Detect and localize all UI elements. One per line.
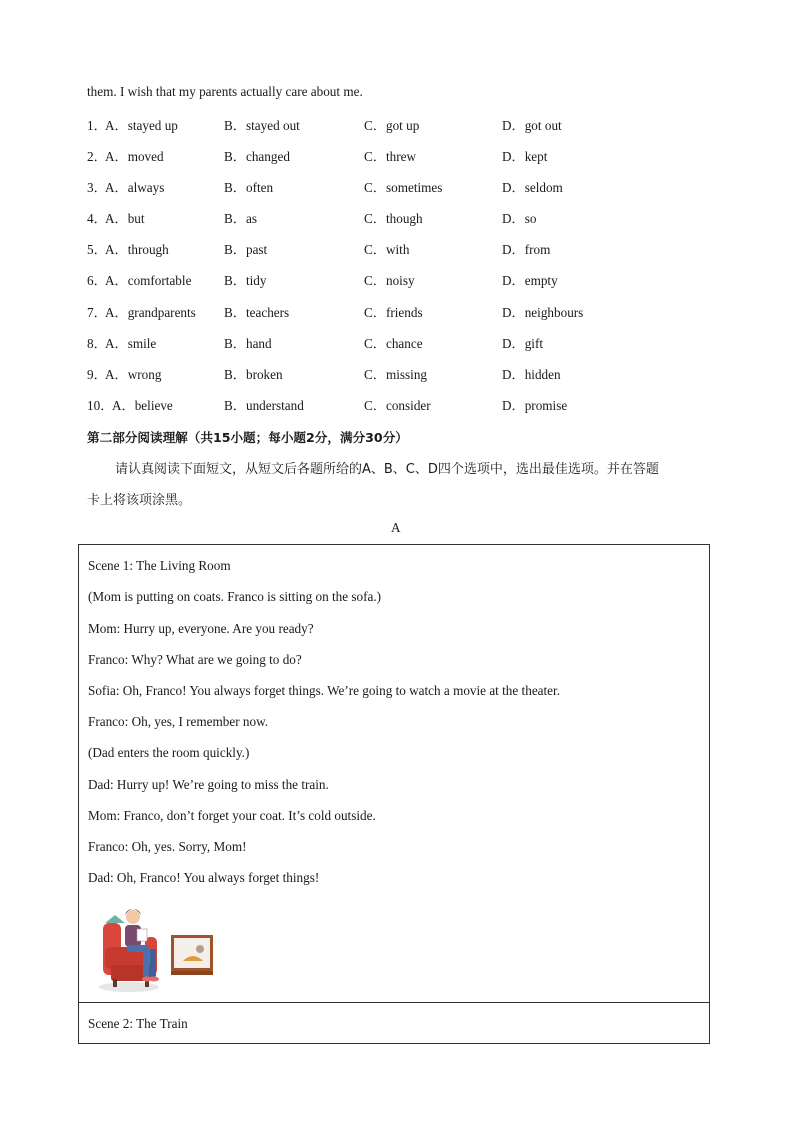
option-b: B．hand <box>224 336 272 351</box>
option-a: A．moved <box>105 149 164 164</box>
dialogue-line: Mom: Franco, don’t forget your coat. It’s cold outside. <box>88 808 376 823</box>
section-title: 第二部分阅读理解（共15小题；每小题2分，满分30分） <box>87 430 408 445</box>
option-d: D．from <box>502 242 551 257</box>
option-a: A．stayed up <box>105 118 178 133</box>
dialogue-line: Dad: Oh, Franco! You always forget things! <box>88 870 320 885</box>
option-d: D．seldom <box>502 180 563 195</box>
dialogue-line: Franco: Oh, yes, I remember now. <box>88 714 269 729</box>
option-b: B．understand <box>224 398 304 413</box>
option-d: D．so <box>502 211 537 226</box>
option-c: C．with <box>364 242 410 257</box>
option-b: B．changed <box>224 149 290 164</box>
dialogue-line: Franco: Why? What are we going to do? <box>88 652 302 667</box>
option-d: D．empty <box>502 273 558 288</box>
option-a: A．believe <box>112 398 173 413</box>
question-number: 2． <box>87 149 107 164</box>
option-c: C．though <box>364 211 423 226</box>
question-row <box>0 302 794 322</box>
option-b: B．broken <box>224 367 283 382</box>
question-number: 3． <box>87 180 107 195</box>
option-a: A．but <box>105 211 145 226</box>
option-b: B．tidy <box>224 273 267 288</box>
option-c: C．got up <box>364 118 420 133</box>
scene-divider <box>79 1002 709 1003</box>
question-row <box>0 146 794 166</box>
question-row <box>0 333 794 353</box>
option-c: C．noisy <box>364 273 415 288</box>
option-d: D．promise <box>502 398 568 413</box>
boy-reading-illustration <box>97 903 217 995</box>
question-row <box>0 395 794 415</box>
dialogue-line: Sofia: Oh, Franco! You always forget things. We’re going to watch a movie at the theater. <box>88 683 560 698</box>
option-c: C．sometimes <box>364 180 443 195</box>
question-number: 8． <box>87 336 107 351</box>
question-row <box>0 115 794 135</box>
intro-line: them. I wish that my parents actually care about me. <box>87 84 363 99</box>
option-a: A．wrong <box>105 367 162 382</box>
option-b: B．past <box>224 242 268 257</box>
option-d: D．kept <box>502 149 548 164</box>
scene-1-title: Scene 1: The Living Room <box>88 558 231 573</box>
dialogue-line: Dad: Hurry up! We’re going to miss the train. <box>88 777 329 792</box>
question-number: 9． <box>87 367 107 382</box>
question-row <box>0 270 794 290</box>
option-a: A．grandparents <box>105 305 196 320</box>
question-number: 4． <box>87 211 107 226</box>
option-a: A．always <box>105 180 165 195</box>
option-a: A．smile <box>105 336 157 351</box>
option-c: C．chance <box>364 336 423 351</box>
stage-direction: (Mom is putting on coats. Franco is sitting on the sofa.) <box>88 589 382 604</box>
dialogue-line: Mom: Hurry up, everyone. Are you ready? <box>88 621 314 636</box>
option-d: D．gift <box>502 336 544 351</box>
option-a: A．through <box>105 242 169 257</box>
option-c: C．friends <box>364 305 423 320</box>
option-d: D．got out <box>502 118 562 133</box>
option-d: D．neighbours <box>502 305 584 320</box>
question-number: 6． <box>87 273 107 288</box>
question-number: 5． <box>87 242 107 257</box>
option-b: B．stayed out <box>224 118 300 133</box>
option-c: C．threw <box>364 149 417 164</box>
instruction-line-1: 请认真阅读下面短文，从短文后各题所给的A、B、C、D四个选项中，选出最佳选项。并在答题 <box>115 462 659 477</box>
question-row <box>0 364 794 384</box>
scene-2-title: Scene 2: The Train <box>88 1016 188 1031</box>
option-b: B．often <box>224 180 274 195</box>
option-a: A．comfortable <box>105 273 192 288</box>
stage-direction: (Dad enters the room quickly.) <box>88 745 250 760</box>
option-d: D．hidden <box>502 367 561 382</box>
option-c: C．consider <box>364 398 431 413</box>
question-row <box>0 208 794 228</box>
question-number: 7． <box>87 305 107 320</box>
question-number: 10． <box>87 398 114 413</box>
dialogue-line: Franco: Oh, yes. Sorry, Mom! <box>88 839 247 854</box>
option-c: C．missing <box>364 367 428 382</box>
instruction-line-2: 卡上将该项涂黑。 <box>87 493 192 508</box>
option-b: B．teachers <box>224 305 290 320</box>
question-row <box>0 239 794 259</box>
passage-box <box>78 544 710 1044</box>
passage-label: A <box>391 520 401 535</box>
option-b: B．as <box>224 211 257 226</box>
question-number: 1． <box>87 118 107 133</box>
question-row <box>0 177 794 197</box>
